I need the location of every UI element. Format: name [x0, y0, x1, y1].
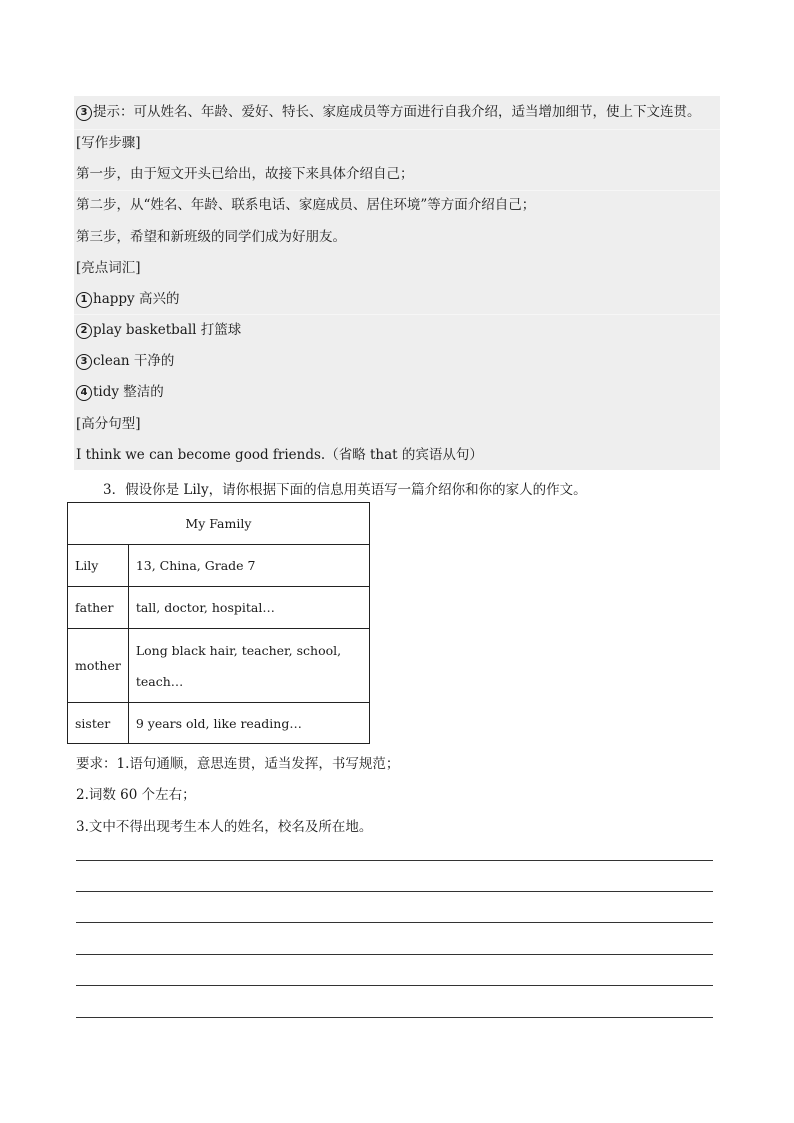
vocab-item — [76, 383, 164, 401]
key-sentence: I think we can become good friends.（省略 that 的宾语从句） — [76, 447, 483, 463]
member-cell: father — [68, 587, 129, 629]
answer-line[interactable] — [76, 922, 713, 923]
answer-line[interactable] — [76, 860, 713, 861]
answer-line[interactable] — [76, 1017, 713, 1018]
member-cell: mother — [68, 629, 129, 703]
shade-divider — [74, 129, 720, 130]
vocab-text: clean 干净的 — [93, 353, 175, 369]
circled-number: 2 — [76, 323, 92, 339]
vocab-item — [76, 290, 179, 308]
family-info-table — [67, 502, 370, 744]
table-header-row — [68, 503, 370, 545]
circled-number: 4 — [76, 385, 92, 401]
member-cell: sister — [68, 703, 129, 744]
tip-3 — [76, 103, 701, 121]
table-row — [68, 629, 370, 703]
shade-divider — [74, 190, 720, 191]
answer-line[interactable] — [76, 891, 713, 892]
info-cell: tall, doctor, hospital… — [128, 587, 369, 629]
requirement-3: 3.文中不得出现考生本人的姓名，校名及所在地。 — [76, 819, 373, 835]
table-row — [68, 545, 370, 587]
step-1: 第一步，由于短文开头已给出，故接下来具体介绍自己； — [76, 166, 414, 182]
vocab-item — [76, 352, 174, 370]
requirement-1: 要求：1.语句通顺，意思连贯，适当发挥，书写规范； — [76, 756, 400, 772]
info-cell: 13, China, Grade 7 — [128, 545, 369, 587]
circled-number: 3 — [76, 354, 92, 370]
step-3: 第三步，希望和新班级的同学们成为好朋友。 — [76, 229, 346, 245]
vocab-item — [76, 321, 241, 339]
table-title: My Family — [68, 503, 370, 545]
vocab-heading: [亮点词汇] — [76, 260, 141, 276]
answer-line[interactable] — [76, 954, 713, 955]
vocab-text: tidy 整洁的 — [93, 384, 164, 400]
answer-line[interactable] — [76, 985, 713, 986]
requirement-2: 2.词数 60 个左右； — [76, 787, 196, 803]
steps-heading: [写作步骤] — [76, 135, 141, 151]
vocab-text: happy 高兴的 — [93, 291, 180, 307]
task-prompt: 3．假设你是 Lily，请你根据下面的信息用英语写一篇介绍你和你的家人的作文。 — [103, 482, 587, 498]
sentence-heading: [高分句型] — [76, 416, 141, 432]
circled-number: 3 — [76, 105, 92, 121]
info-cell: 9 years old, like reading… — [128, 703, 369, 744]
step-2: 第二步，从“姓名、年龄、联系电话、家庭成员、居住环境”等方面介绍自己； — [76, 197, 536, 213]
shade-divider — [74, 314, 720, 315]
tips-shaded-block — [74, 96, 720, 470]
table-row — [68, 703, 370, 744]
table-row — [68, 587, 370, 629]
member-cell: Lily — [68, 545, 129, 587]
vocab-text: play basketball 打篮球 — [93, 322, 242, 338]
circled-number: 1 — [76, 292, 92, 308]
info-line: teach… — [135, 673, 184, 689]
info-cell — [128, 629, 369, 703]
info-line: Long black hair, teacher, school, — [135, 642, 342, 658]
tip-3-text: 提示：可从姓名、年龄、爱好、特长、家庭成员等方面进行自我介绍，适当增加细节，使上下文连贯。 — [93, 104, 701, 120]
